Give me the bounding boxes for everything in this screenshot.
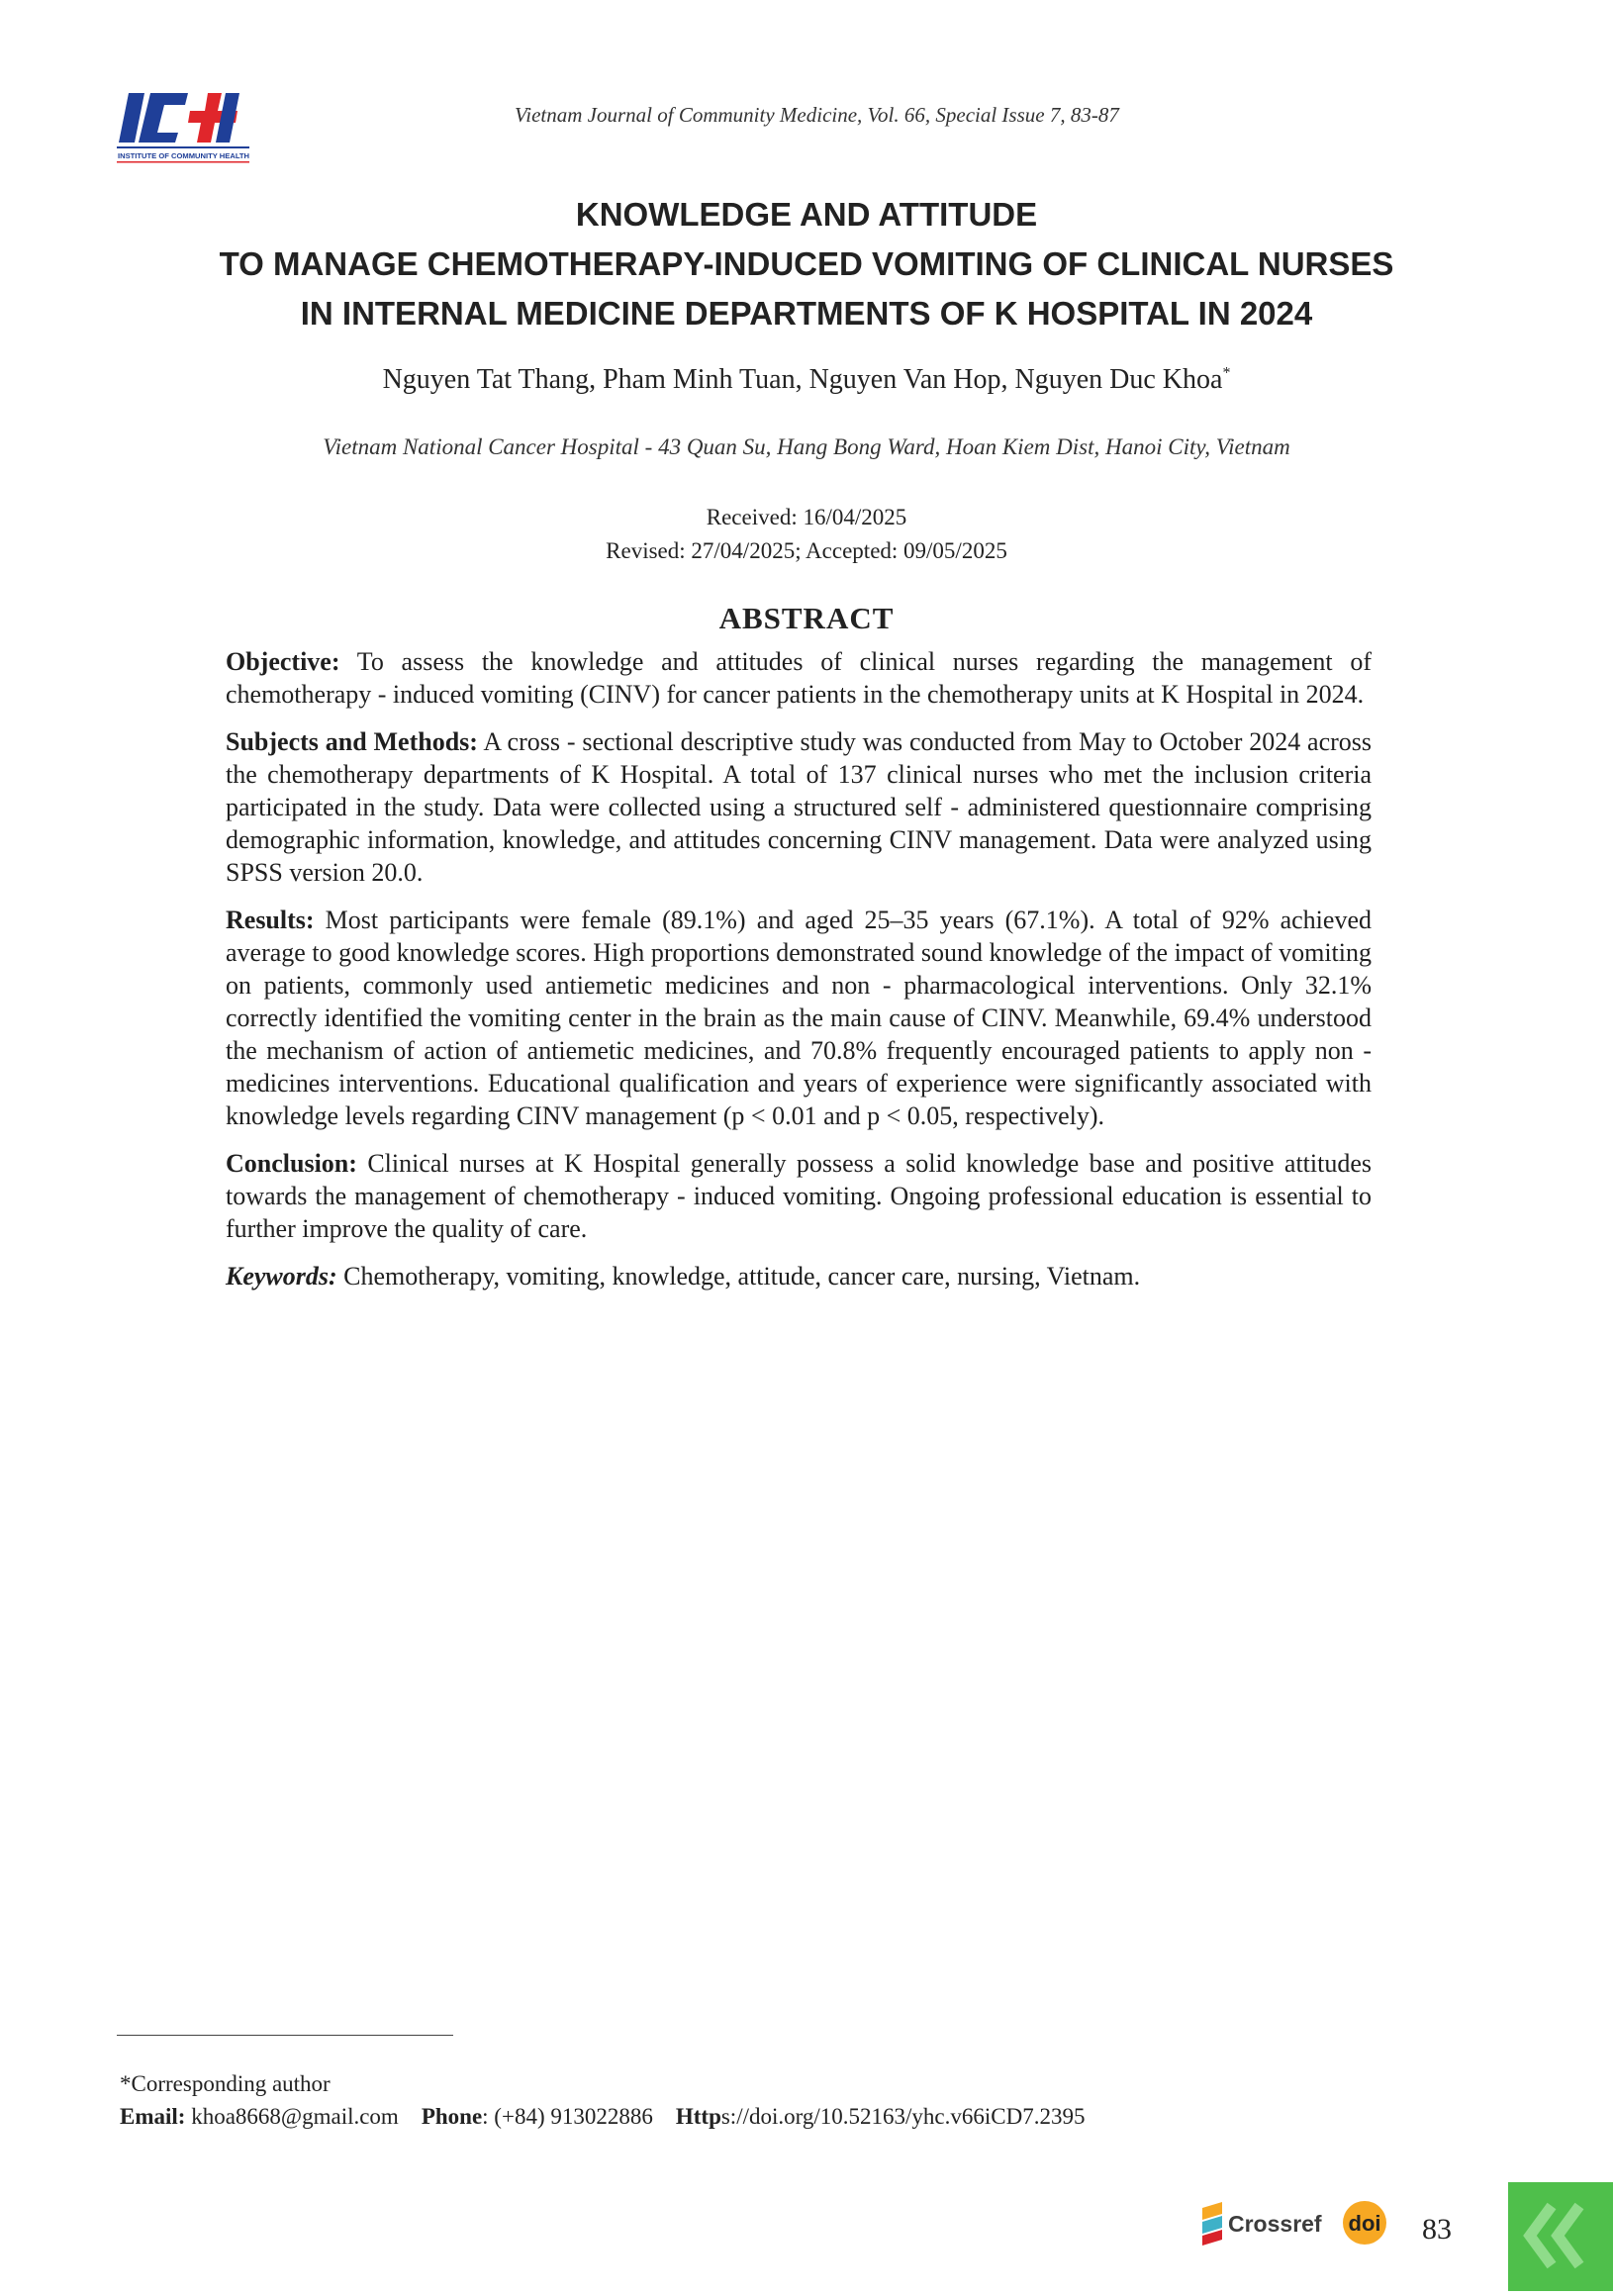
- revised-accepted-dates: Revised: 27/04/2025; Accepted: 09/05/2025: [606, 538, 1007, 563]
- abstract-heading: ABSTRACT: [718, 601, 895, 635]
- footnote-divider: [117, 2035, 453, 2036]
- methods-label: Subjects and Methods:: [226, 727, 478, 756]
- keywords-text: Chemotherapy, vomiting, knowledge, attitude, cancer care, nursing, Vietnam.: [336, 1262, 1141, 1291]
- abstract-objective: [226, 645, 1372, 711]
- keywords-label: Keywords:: [226, 1262, 337, 1291]
- corresponding-mark: *: [1222, 364, 1231, 382]
- journal-citation: Vietnam Journal of Community Medicine, Vol. 66, Special Issue 7, 83-87: [515, 103, 1119, 127]
- footnote: [120, 2067, 1085, 2133]
- email-label: Email:: [120, 2104, 186, 2129]
- abstract-keywords: [226, 1260, 1372, 1292]
- abstract-results: [226, 904, 1372, 1132]
- page-number: 83: [1422, 2213, 1452, 2246]
- methods-text: A cross - sectional descriptive study was conducted from May to October 2024 across the chemotherapy departments of K Hospital. A total of 137 clinical nurses who met the inclusion criteria participated in the study. Data were collected using a structured self - administered questionnaire comprising demographic information, knowledge, and attitudes concerning CINV management. Data were analyzed using SPSS version 20.0.: [226, 727, 1373, 887]
- phone-number: : (+84) 913022886: [482, 2104, 653, 2129]
- title-line-2: TO MANAGE CHEMOTHERAPY-INDUCED VOMITING OF CLINICAL NURSES: [219, 245, 1394, 282]
- objective-text: To assess the knowledge and attitudes of clinical nurses regarding the management of chemotherapy - induced vomiting (CINV) for cancer patients in the chemotherapy units at K Hospital in 2024.: [226, 647, 1372, 709]
- author-list: [0, 364, 1613, 396]
- article-title: [0, 190, 1613, 338]
- journal-logo: [115, 87, 253, 166]
- results-text: Most participants were female (89.1%) and aged 25–35 years (67.1%). A total of 92% achieved average to good knowledge scores. High proportions demonstrated sound knowledge of the impact of vomiting on patients, commonly used antiemetic medicines and non - pharmacological interventions. Only 32.1% correctly identified the vomiting center in the brain as the main cause of CINV. Meanwhile, 69.4% understood the mechanism of action of antiemetic medicines, and 70.8% frequently encouraged patients to apply non - medicines interventions. Educational qualification and years of experience were significantly associated with knowledge levels regarding CINV management (p < 0.01 and p < 0.05, respectively).: [226, 906, 1372, 1130]
- abstract-conclusion: [226, 1147, 1372, 1245]
- conclusion-label: Conclusion:: [226, 1149, 357, 1178]
- conclusion-text: Clinical nurses at K Hospital generally possess a solid knowledge base and positive attitudes towards the management of chemotherapy - induced vomiting. Ongoing professional education is essential to further improve the quality of care.: [226, 1149, 1372, 1243]
- doi-badge-text: doi: [1348, 2211, 1381, 2236]
- corresponding-author-note: *Corresponding author: [120, 2071, 331, 2096]
- doi-link[interactable]: s://doi.org/10.52163/yhc.v66iCD7.2395: [720, 2104, 1086, 2129]
- doi-label: Http: [675, 2104, 721, 2129]
- crossref-label: Crossref: [1228, 2211, 1322, 2237]
- received-date: Received: 16/04/2025: [706, 505, 907, 529]
- title-line-1: KNOWLEDGE AND ATTITUDE: [575, 196, 1038, 233]
- authors-text: Nguyen Tat Thang, Pham Minh Tuan, Nguyen Van Hop, Nguyen Duc Khoa: [382, 364, 1223, 395]
- objective-label: Objective:: [226, 647, 340, 676]
- email-link[interactable]: khoa8668@gmail.com: [185, 2104, 399, 2129]
- results-label: Results:: [226, 906, 315, 934]
- abstract-body: [226, 645, 1372, 1307]
- crossref-badge[interactable]: [1200, 2198, 1388, 2248]
- affiliation: Vietnam National Cancer Hospital - 43 Quan Su, Hang Bong Ward, Hoan Kiem Dist, Hanoi City, Vietnam: [323, 434, 1290, 459]
- logo-caption: INSTITUTE OF COMMUNITY HEALTH: [118, 151, 250, 160]
- article-dates: [0, 501, 1613, 568]
- title-line-3: IN INTERNAL MEDICINE DEPARTMENTS OF K HOSPITAL IN 2024: [300, 295, 1313, 332]
- double-chevron-left-icon: [1530, 2206, 1579, 2265]
- abstract-methods: [226, 725, 1372, 889]
- contact-line: [120, 2100, 1085, 2133]
- page-corner-tab: [1508, 2182, 1613, 2291]
- phone-label: Phone: [421, 2104, 483, 2129]
